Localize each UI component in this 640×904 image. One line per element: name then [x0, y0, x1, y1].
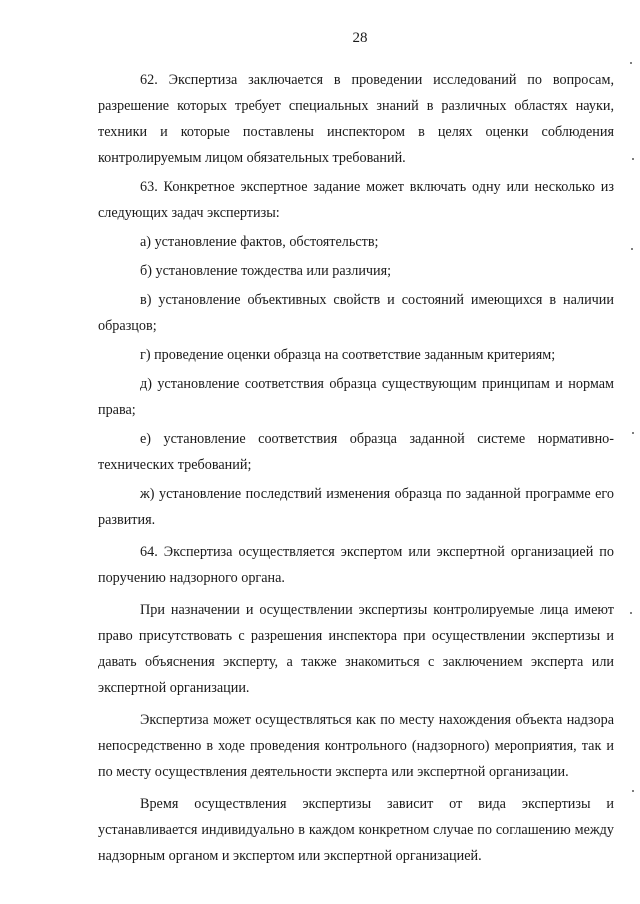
page-number: 28 — [352, 30, 368, 46]
list-item-zh: ж) установление последствий изменения образца по заданной программе его развития. — [98, 486, 614, 528]
scan-artifact — [630, 612, 632, 614]
scan-artifact — [631, 248, 633, 250]
list-item-g: г) проведение оценки образца на соответствие заданным критериям; — [140, 347, 556, 363]
list-item-a: а) установление фактов, обстоятельств; — [140, 234, 379, 250]
scan-artifact — [632, 790, 634, 792]
paragraph-participation-rights: При назначении и осуществлении экспертизы контролируемые лица имеют право присутствовать с разрешения инспектора при осуществлении экспертизы и давать объяснения эксперту, а также знакомиться с заключением эксперта или экспертной организации. — [98, 602, 614, 696]
list-item-b: б) установление тождества или различия; — [140, 263, 392, 279]
list-item-v: в) установление объективных свойств и состояний имеющихся в наличии образцов; — [98, 292, 614, 334]
paragraph-64: 64. Экспертиза осуществляется экспертом или экспертной организацией по поручению надзорного органа. — [98, 544, 614, 586]
scan-artifact — [632, 158, 634, 160]
list-item-e: е) установление соответствия образца заданной системе нормативно-технических требований; — [98, 431, 614, 473]
document-body — [98, 67, 614, 869]
paragraph-63: 63. Конкретное экспертное задание может включать одну или несколько из следующих задач экспертизы: — [98, 179, 614, 221]
paragraph-62: 62. Экспертиза заключается в проведении исследований по вопросам, разрешение которых требует специальных знаний в различных областях науки, техники и которые поставлены инспектором в целях оценки соблюдения контролируемым лицом обязательных требований. — [98, 72, 614, 166]
paragraph-expertise-location: Экспертиза может осуществляться как по месту нахождения объекта надзора непосредственно в ходе проведения контрольного (надзорного) мероприятия, так и по месту осуществления деятельности эксперта или экспертной организации. — [98, 712, 614, 780]
scan-artifact — [630, 62, 632, 64]
list-item-d: д) установление соответствия образца существующим принципам и нормам права; — [98, 376, 614, 418]
scan-artifact — [632, 432, 634, 434]
paragraph-expertise-timing: Время осуществления экспертизы зависит от вида экспертизы и устанавливается индивидуально в каждом конкретном случае по соглашению между надзорным органом и экспертом или экспертной организацией. — [98, 796, 614, 864]
